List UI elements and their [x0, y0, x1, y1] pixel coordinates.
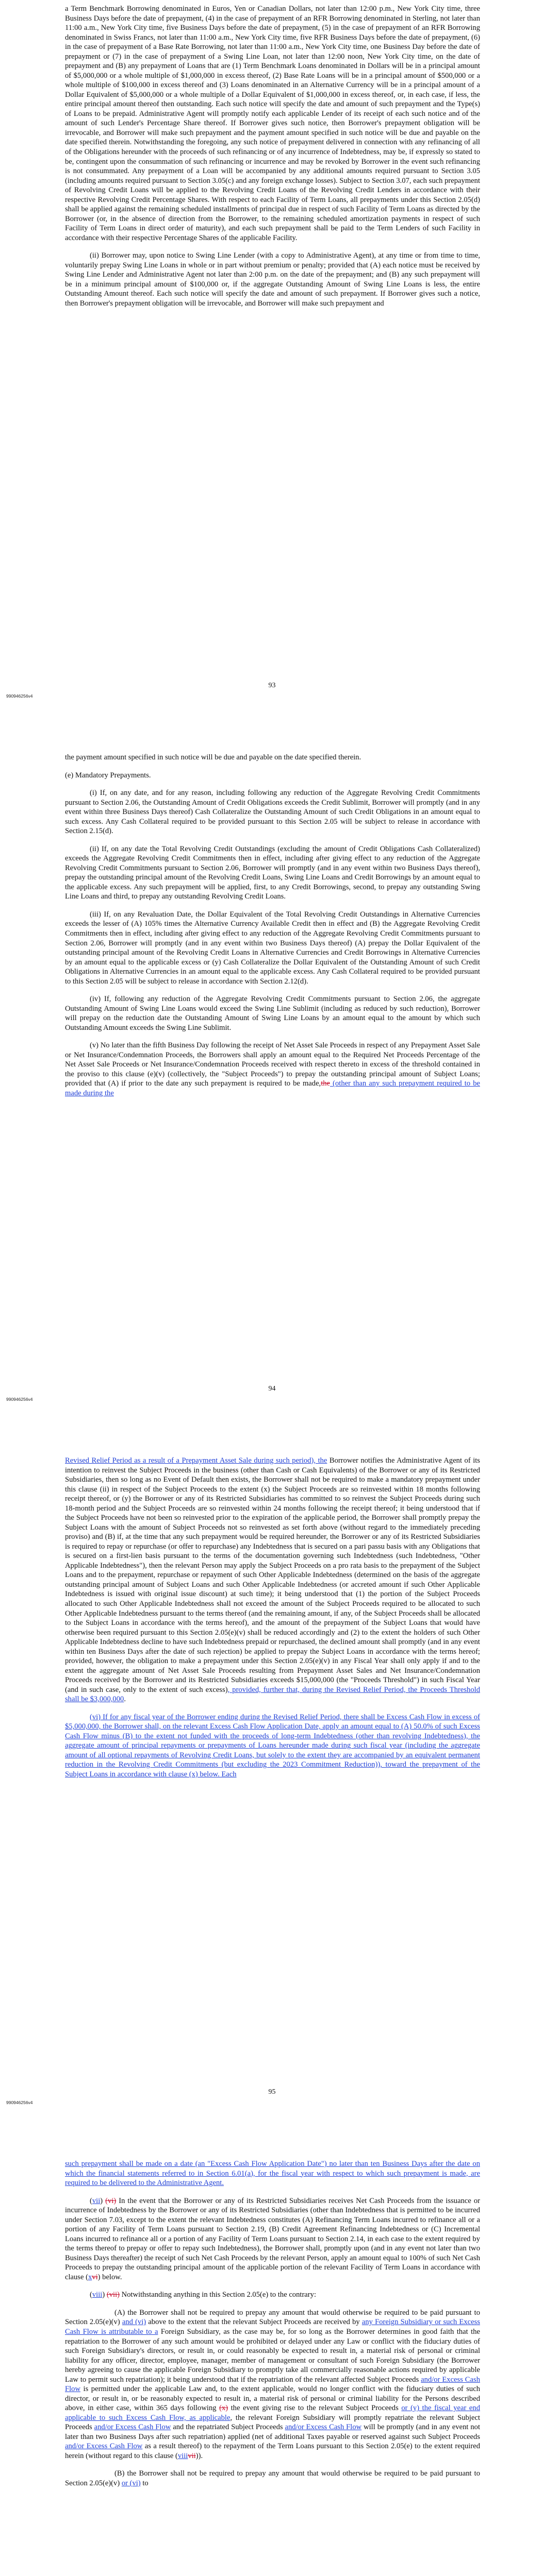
- text-run: Borrower notifies the Administrative Agent of its intention to reinvest the Subject Proceeds in the business (other than Cash or Cash Equivalents) of the Borrower or any of its Restricted Subsidiaries, then so long as no Event of Default then exists, the Borrower shall not be required to make a mandatory prepayment under this clause (ii) in respect of the Subject Proceeds to the extent (x) the Subject Proceeds are so reinvested within 18 months following receipt thereof, or (y) the Borrower or any of its Restricted Subsidiaries has committed to so reinvest the Subject Proceeds during such 18-month period and the Subject Proceeds are so reinvested within 24 months following the receipt thereof; it being understood that if the Subject Proceeds have not been so reinvested prior to the expiration of the applicable period, the Borrower shall promptly prepay the Subject Loans with the amount of Subject Proceeds not so reinvested as set forth above (without regard to the immediately preceding proviso) and (B) if, at the time that any such prepayment would be required hereunder, the Borrower or any of its Restricted Subsidiaries is required to repay or repurchase (or offer to repurchase) any Indebtedness that is secured on a pari passu basis with any Obligations that is secured on a first-lien basis pursuant to the terms of the documentation governing such Indebtedness (such Indebtedness, "Other Applicable Indebtedness"), then the relevant Person may apply the Subject Proceeds on a pro rata basis to the prepayment of the Subject Loans and to the prepayment, repurchase or repayment of such Other Applicable Indebtedness (determined on the basis of the aggregate outstanding principal amount of Subject Loans and such Other Applicable Indebtedness (or accreted amount if such Other Applicable Indebtedness is issued with original issue discount) at such time); it being understood that (1) the portion of the Subject Proceeds allocated to such Other Applicable Indebtedness shall not exceed the amount of the Subject Proceeds required to be allocated to such Other Applicable Indebtedness pursuant to the terms thereof (and the remaining amount, if any, of the Subject Proceeds shall be allocated to the Subject Loans in accordance with the terms hereof), and the amount of the prepayment of the Subject Loans that would have otherwise been required pursuant to this Section 2.05(e)(v) shall be reduced accordingly and (2) to the extent the holders of such Other Applicable Indebtedness decline to have such Indebtedness prepaid or repurchased, the declined amount shall promptly (and in any event within ten Business Days after the date of such rejection) be applied to prepay the Subject Loans in accordance with the terms hereof; provided, however, the obligation to make a prepayment under this Section 2.05(e)(v) in any Fiscal Year shall only apply if and to the extent the aggregate amount of Net Asset Sale Proceeds resulting from Prepayment Asset Sales and Net Insurance/Condemnation Proceeds received by the Borrower and its Restricted Subsidiaries exceeds $15,000,000 (the "Proceeds Threshold") in such Fiscal Year (and in such case, only to the extent of such excess): [65, 1456, 480, 1694]
- text-run: ): [102, 2291, 107, 2299]
- inserted-text: (vi) If for any fiscal year of the Borrower ending during the Revised Relief Period, there shall be Excess Cash Flow in excess of $5,000,000, the Borrower shall, on the relevant Excess Cash Flow Application Date, apply an amount equal to (A) 50.0% of such Excess Cash Flow minus (B) to the extent not funded with the proceeds of long-term Indebtedness (other than revolving Indebtedness), the aggregate amount of principal repayments or prepayments of Loans hereunder made during such fiscal year (including the aggregate amount of all optional repayments of Revolving Credit Loans, but solely to the extent they are accompanied by an equivalent permanent reduction in the Revolving Credit Commitments (but excluding the 2023 Commitment Reduction)), toward the prepayment of the Subject Loans in accordance with clause (x) below. Each: [65, 1713, 480, 1778]
- inserted-text: or (y) the fiscal year end applicable to such Excess Cash Flow, as applicable: [65, 2404, 481, 2422]
- deleted-text: (vii): [106, 2291, 120, 2299]
- page-number: 93: [268, 682, 276, 689]
- inserted-text: and/or Excess Cash Flow: [65, 2375, 480, 2394]
- inserted-text: and/or Excess Cash Flow: [285, 2423, 362, 2432]
- text-run: (: [90, 2291, 92, 2299]
- text-run: is permitted under the applicable Law and, to the extent applicable, would no longer conflict with the fiduciary duties of such director, or result in, or be reasonably expected to result in, a material risk of personal or criminal liability for the Persons described above, in either case, within 365 days following: [65, 2385, 480, 2413]
- paragraph: [65, 2159, 480, 2188]
- text-run: Notwithstanding anything in this Section 2.05(e) to the contrary:: [120, 2291, 316, 2299]
- inserted-text: Revised Relief Period as a result of a Prepayment Asset Sale during such period), the: [65, 1456, 327, 1465]
- text-run: to: [140, 2479, 149, 2487]
- document-id: 990946256v4: [6, 1397, 33, 1402]
- text-run: (A) the Borrower shall not be required to prepay any amount that would otherwise be required to be paid pursuant to Section 2.05(e)(v): [65, 2308, 480, 2327]
- paragraph: [65, 1041, 480, 1098]
- inserted-text: viii: [92, 2291, 103, 2299]
- paragraph: (i) If, on any date, and for any reason, including following any reduction of the Aggregate Revolving Credit Commitments pursuant to Section 2.06, the Outstanding Amount of Credit Obligations exceeds the Credit Sublimit, Borrower will promptly (and in any event within three Business Days thereof) Cash Collateralize the Outstanding Amount of such Credit Obligations in an amount equal to such excess. Any Cash Collateral required to be provided pursuant to this Section 2.05 will be subject to release in accordance with Section 2.15(d).: [65, 789, 480, 836]
- text-run: ): [100, 2196, 106, 2205]
- inserted-text: or (vi): [121, 2479, 141, 2487]
- text-run: (v) No later than the fifth Business Day following the receipt of Net Asset Sale Proceeds in respect of any Prepayment Asset Sale or Net Insurance/Condemnation Proceeds, the Borrowers shall apply an amount equal to the Required Net Proceeds Percentage of the Net Asset Sale Proceeds or Net Insurance/Condemnation Proceeds received with respect thereto in excess of the threshold contained in the proviso to this clause (e)(v) (collectively, the "Subject Proceeds") to prepay the outstanding principal amount of Subject Loans; provided that (A) if prior to the date any such prepayment is required to be made,: [65, 1041, 480, 1088]
- deleted-text: vi: [92, 2273, 98, 2281]
- paragraph: [65, 2308, 480, 2461]
- text-run: )).: [195, 2451, 203, 2460]
- paragraph: [65, 1713, 480, 1780]
- inserted-text: any Foreign Subsidiary or such Excess Cash Flow is attributable to a: [65, 2318, 480, 2336]
- text-run: In the event that the Borrower or any of its Restricted Subsidiaries receives Net Cash Proceeds from the issuance or incurrence of Indebtedness by the Borrower or any of its Restricted Subsidiaries (other than Indebtedness that is permitted to be incurred under Section 7.03, except to the extent the relevant Indebtedness constitutes (A) Refinancing Term Loans incurred to refinance all or a portion of any Facility of Term Loans pursuant to Section 2.19, (B) Credit Agreement Refinancing Indebtedness or (C) Incremental Loans incurred to refinance all or a portion of any Facility of Term Loans pursuant to Section 2.14, in each case to the extent required by the terms thereof to prepay or offer to repay such Indebtedness), the Borrower shall, promptly upon (and in any event not later than two Business Days thereafter) the receipt of such Net Cash Proceeds by the relevant Person, apply an amount equal to 100% of such Net Cash Proceeds to prepay the outstanding principal amount of the applicable portion of the relevant Facility of Term Loans in accordance with clause (: [65, 2196, 480, 2281]
- inserted-text: vii: [92, 2196, 101, 2205]
- paragraph: [65, 2469, 480, 2488]
- deleted-text: (x): [219, 2404, 228, 2413]
- deleted-text: the: [321, 1079, 331, 1088]
- document-id: 990946256v4: [6, 2100, 33, 2105]
- page-96: [0, 2110, 544, 2576]
- deleted-text: vii: [188, 2451, 196, 2460]
- text-run: the event giving rise to the relevant Subject Proceeds: [228, 2404, 402, 2413]
- document-id: 990946256v4: [6, 693, 33, 699]
- inserted-text: and/or Excess Cash Flow: [65, 2442, 143, 2451]
- inserted-text: and/or Excess Cash Flow: [94, 2423, 171, 2432]
- text-run: (B) the Borrower shall not be required to prepay any amount that would otherwise be required to be paid pursuant to Section 2.05(e)(v): [65, 2469, 480, 2487]
- page-93: [0, 0, 544, 703]
- inserted-text: (other than any such prepayment required to be made during the: [65, 1079, 480, 1097]
- text-run: and the repatriated Subject Proceeds: [171, 2423, 285, 2432]
- paragraph: the payment amount specified in such notice will be due and payable on the date specified therein.: [65, 753, 361, 761]
- text-run: above to the extent that the relevant Subject Proceeds are received by: [146, 2318, 362, 2327]
- deleted-text: (vi): [105, 2196, 117, 2205]
- text-run: as a result thereof) to the repayment of the Term Loans pursuant to this Section 2.05(e) to the extent required herein (without regard to this clause (: [65, 2442, 480, 2460]
- inserted-text: , provided, further that, during the Revised Relief Period, the Proceeds Threshold shall be $3,000,000: [65, 1685, 480, 1704]
- paragraph: (ii) If, on any date the Total Revolving Credit Outstandings (excluding the amount of Credit Obligations Cash Collateralized) exceeds the Aggregate Revolving Credit Commitments then in effect, including after giving effect to any reduction of the Aggregate Revolving Credit Commitments pursuant to Section 2.06, Borrower will promptly (and in any event within two Business Days thereof), prepay the outstanding principal amount of the Revolving Credit Loans, Swing Line Loans and Credit Borrowings by an amount equal to the applicable excess. Any such prepayment will be applied, first, to any Credit Borrowings, second, to prepay any outstanding Swing Line Loans and third, to prepay any outstanding Revolving Credit Loans.: [65, 844, 480, 901]
- page-94: [0, 703, 544, 1406]
- text-run: Foreign Subsidiary, as the case may be, for so long as the Borrower determines in good faith that the repatriation to the Borrower of any such amount would be prohibited or delayed under any Law or conflict with the fiduciary duties of such Foreign Subsidiary's directors, or result in, or could reasonably be expected to result in, a material risk of personal or criminal liability for any officer, director, employee, manager, member of management or consultant of such Foreign Subsidiary (the Borrower hereby agreeing to cause the applicable Foreign Subsidiary to promptly take all commercially reasonable actions required by applicable Law to permit such repatriation); it being understood that if the repatriation of the relevant affected Subject Proceeds: [65, 2327, 480, 2384]
- page-number: 95: [268, 2088, 276, 2096]
- inserted-text: viii: [177, 2451, 188, 2460]
- page-number: 94: [268, 1385, 276, 1393]
- page-95: [0, 1406, 544, 2110]
- paragraph: a Term Benchmark Borrowing denominated in Euros, Yen or Canadian Dollars, not later than 12:00 p.m., New York City time, three Business Days before the date of prepayment, (4) in the case of prepayment of an RFR Borrowing denominated in Sterling, not later than 11:00 a.m., New York City time, five Business Days before the date of prepayment, (5) in the case of prepayment of an RFR Borrowing denominated in Swiss Francs, not later than 11:00 a.m., New York City time, five RFR Business Days before the date of prepayment, (6) in the case of prepayment of a Base Rate Borrowing, not later than 11:00 a.m., New York City time, one Business Day before the date of prepayment or (7) in the case of prepayment of a Swing Line Loan, not later than 12:00 noon, New York City time, on the date of prepayment and (B) any prepayment of Loans that are (1) Term Benchmark Loans denominated in Dollars will be in a principal amount of $5,000,000 or a whole multiple of $1,000,000 in excess thereof, (2) Base Rate Loans will be in a principal amount of $500,000 or a whole multiple of $100,000 in excess thereof and (3) Loans denominated in an Alternative Currency will be in a principal amount of a Dollar Equivalent of $5,000,000 or a whole multiple of a Dollar Equivalent of $1,000,000 in excess thereof, or, in each case, if less, the entire principal amount thereof then outstanding. Each such notice will specify the date and amount of such prepayment and the Type(s) of Loans to be prepaid. Administrative Agent will promptly notify each applicable Lender of its receipt of each such notice and of the amount of such Lender's Percentage Share thereof. If Borrower gives such notice, then Borrower's prepayment obligation will be irrevocable, and Borrower will make such prepayment and the payment amount specified in such notice will be due and payable on the date specified therein. Notwithstanding the foregoing, any such notice of prepayment delivered in connection with any refinancing of all of the Obligations hereunder with the proceeds of such refinancing or of any incurrence of Indebtedness, may be, if expressly so stated to be, contingent upon the consummation of such refinancing or incurrence and may be revoked by Borrower in the event such refinancing is not consummated. Any prepayment of a Loan will be accompanied by any additional amounts required pursuant to Section 3.05 (including amounts required pursuant to Section 3.05(c) and any foreign exchange losses). Subject to Section 3.07, each such prepayment of Revolving Credit Loans will be applied to the Revolving Credit Loans of the Revolving Credit Lenders in accordance with their respective Revolving Credit Percentage Shares. With respect to each Facility of Term Loans, all prepayments under this Section 2.05(d) shall be applied against the remaining scheduled installments of principal due in respect of such Facility of Term Loans as directed by the Borrower (or, in the absence of direction from the Borrower, to the remaining scheduled amortization payments in respect of such Facility of Term Loans in direct order of maturity), and each such prepayment shall be paid to the Term Lenders of such Facility in accordance with their respective Percentage Shares of the applicable Facility.: [65, 5, 480, 242]
- section-heading: (e) Mandatory Prepayments.: [65, 771, 151, 779]
- paragraph: [65, 2196, 480, 2282]
- paragraph: [65, 1456, 480, 1704]
- text-run: , the relevant Foreign Subsidiary will promptly repatriate the relevant Subject Proceeds: [65, 2413, 480, 2432]
- paragraph: (ii) Borrower may, upon notice to Swing Line Lender (with a copy to Administrative Agent), at any time or from time to time, voluntarily prepay Swing Line Loans in whole or in part without premium or penalty; provided that (A) each notice must be received by Swing Line Lender and Administrative Agent not later than 2:00 p.m. on the date of the prepayment; and (B) any such prepayment will be in a minimum principal amount of $100,000 or, if the aggregate Outstanding Amount of Swing Line Loans is less, the entire Outstanding Amount thereof. Each such notice will specify the date and amount of such prepayment. If Borrower gives such a notice, then Borrower's prepayment obligation will be irrevocable, and Borrower will make such prepayment and: [65, 251, 480, 308]
- text-run: will be promptly (and in any event not later than two Business Days after such repatriation) applied (net of additional Taxes payable or reserved against such Subject Proceeds: [65, 2423, 480, 2441]
- inserted-text: such prepayment shall be made on a date (an "Excess Cash Flow Application Date") no later than ten Business Days after the date on which the financial statements referred to in Section 6.01(a), for the fiscal year with respect to which such prepayment is made, are required to be delivered to the Administrative Agent.: [65, 2160, 480, 2188]
- inserted-text: x: [88, 2273, 92, 2281]
- paragraph: (iii) If, on any Revaluation Date, the Dollar Equivalent of the Total Revolving Credit Outstandings in Alternative Currencies exceeds the lesser of (A) 105% times the Alternative Currency Available Credit then in effect and (B) the Aggregate Revolving Credit Commitments then in effect, including after giving effect to any reduction of the Aggregate Revolving Credit Commitments pursuant to Section 2.06, Borrower will promptly (and in any event within two Business Days thereof) (A) prepay the Dollar Equivalent of the outstanding principal amount of the Revolving Credit Loans in Alternative Currencies and Credit Borrowings in Alternative Currencies by an amount equal to the applicable excess or (y) Cash Collateralize the Dollar Equivalent of the Outstanding Amount of such Credit Obligations in Alternative Currencies in an amount equal to the applicable excess. Any Cash Collateral required to be provided pursuant to this Section 2.05 will be subject to release in accordance with Section 2.12(d).: [65, 910, 480, 986]
- paragraph: (iv) If, following any reduction of the Aggregate Revolving Credit Commitments pursuant to Section 2.06, the aggregate Outstanding Amount of Swing Line Loans would exceed the Swing Line Sublimit (including as reduced by such reduction), Borrower will prepay on the reduction date the Outstanding Amount of Swing Line Loans by an amount equal to the amount by which such Outstanding Amount exceeds the Swing Line Sublimit.: [65, 995, 480, 1032]
- text-run: .: [124, 1695, 126, 1704]
- text-run: (: [90, 2196, 92, 2205]
- inserted-text: and (vi): [122, 2318, 146, 2327]
- paragraph: [65, 2290, 480, 2300]
- text-run: ) below.: [97, 2273, 122, 2281]
